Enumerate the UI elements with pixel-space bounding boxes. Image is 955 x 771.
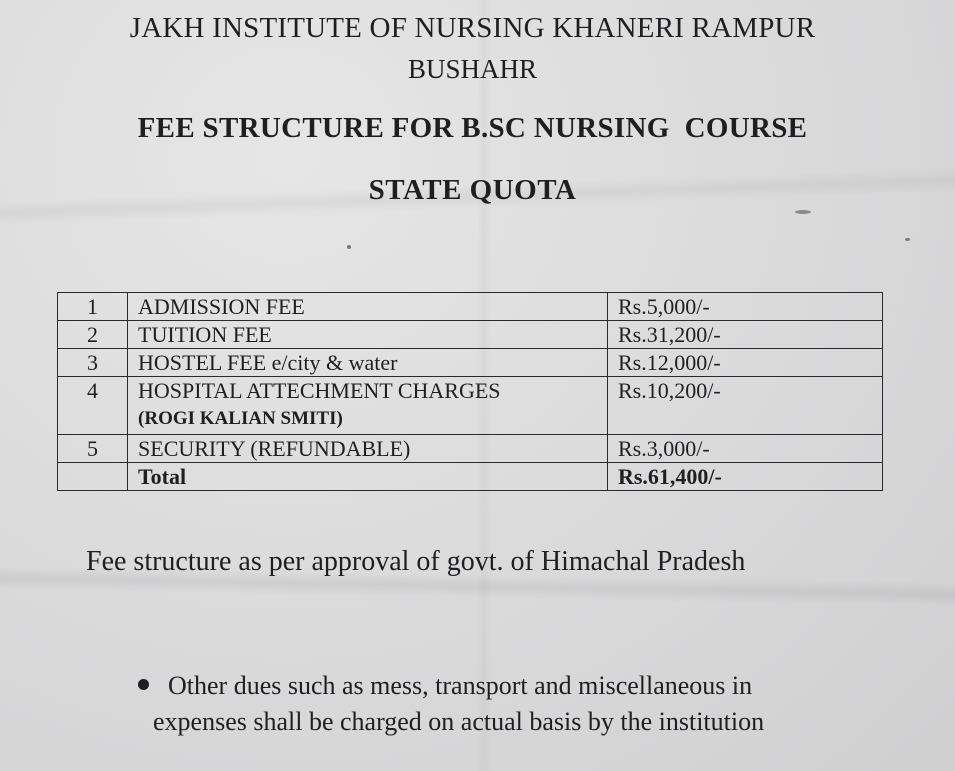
row-number: 1 (58, 293, 128, 321)
fee-description-sub: (ROGI KALIAN SMITI) (138, 408, 343, 429)
paper-speck-mark (347, 245, 351, 249)
bullet-note-line1: Other dues such as mess, transport and miscellaneous in (168, 671, 753, 700)
quota-title: STATE QUOTA (368, 174, 577, 206)
fee-description: ADMISSION FEE (128, 293, 608, 321)
fee-amount: Rs.5,000/- (607, 293, 882, 321)
table-row (58, 377, 883, 435)
institute-name-line1: JAKH INSTITUTE OF NURSING KHANERI RAMPUR (129, 12, 816, 44)
fee-amount: Rs.3,000/- (607, 435, 882, 463)
total-row (58, 463, 883, 491)
total-row-number (58, 463, 128, 491)
fee-table (57, 292, 883, 491)
table-row (58, 435, 883, 463)
bullet-icon (138, 679, 149, 690)
institute-name-line2: BUSHAHR (407, 54, 538, 84)
row-number: 4 (58, 377, 128, 435)
approval-note: Fee structure as per approval of govt. of Himachal Pradesh (86, 546, 746, 577)
row-number: 5 (58, 435, 128, 463)
bullet-note-line2: expenses shall be charged on actual basis by the institution (153, 707, 765, 736)
paper-speck-mark (905, 238, 910, 241)
table-row (58, 321, 883, 349)
total-amount: Rs.61,400/- (607, 463, 882, 491)
table-row (58, 349, 883, 377)
paper-speck-mark (795, 210, 811, 214)
row-number: 2 (58, 321, 128, 349)
fee-amount: Rs.31,200/- (607, 321, 882, 349)
fee-amount: Rs.12,000/- (607, 349, 882, 377)
fee-amount: Rs.10,200/- (607, 377, 882, 435)
row-number: 3 (58, 349, 128, 377)
fee-description: TUITION FEE (128, 321, 608, 349)
fee-structure-title: FEE STRUCTURE FOR B.SC NURSING COURSE (137, 112, 808, 144)
fee-description (128, 377, 608, 435)
fee-description: SECURITY (REFUNDABLE) (128, 435, 608, 463)
fee-description-main: HOSPITAL ATTECHMENT CHARGES (138, 378, 501, 403)
fee-description: HOSTEL FEE e/city & water (128, 349, 608, 377)
table-row (58, 293, 883, 321)
total-label: Total (128, 463, 608, 491)
